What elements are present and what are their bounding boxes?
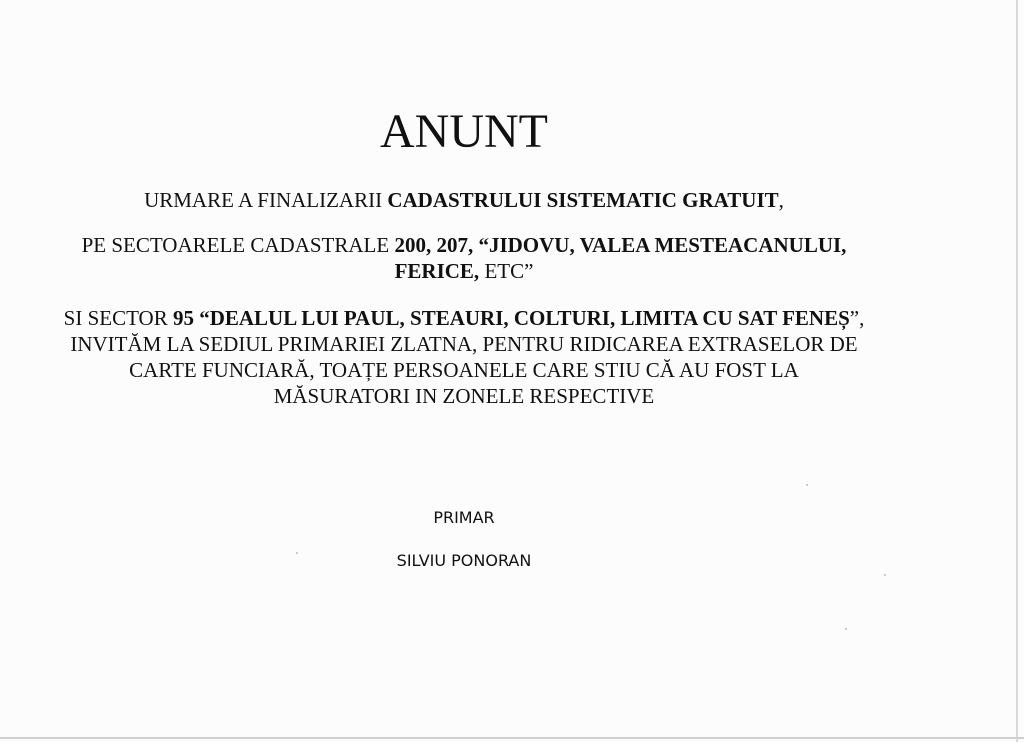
scan-speck [296, 552, 298, 554]
scan-speck [884, 574, 886, 576]
announcement-title: ANUNT [380, 105, 548, 158]
sectors-tail-text: ETC” [479, 259, 534, 283]
sectors-text: PE SECTOARELE CADASTRALE [81, 233, 395, 257]
scan-edge-bottom [0, 737, 1024, 739]
signature-role: PRIMAR [433, 508, 495, 527]
sectors-bold-text: 200, 207, “JIDOVU, VALEA MESTEACANULUI, FERICE, [394, 233, 847, 283]
scan-speck [845, 628, 847, 630]
intro-text: URMARE A FINALIZARII [144, 188, 388, 212]
paragraph-invitation [60, 305, 868, 409]
intro-punct: , [778, 188, 784, 212]
paragraph-sectors [60, 232, 868, 284]
invitation-text: SI SECTOR [63, 306, 173, 330]
invitation-tail-text: ”, INVITĂM LA SEDIUL PRIMARIEI ZLATNA, PENTRU RIDICAREA EXTRASELOR DE CARTE FUNCIARĂ, TOAȚE PERSOANELE CARE STIU CĂ AU FOST LA MĂSURATORI IN ZONELE RESPECTIVE [70, 306, 865, 408]
scan-speck [806, 484, 808, 486]
invitation-bold-text: 95 “DEALUL LUI PAUL, STEAURI, COLTURI, LIMITA CU SAT FENEȘ [172, 306, 850, 330]
intro-bold-text: CADASTRULUI SISTEMATIC GRATUIT [387, 188, 779, 212]
signature-name: SILVIU PONORAN [396, 551, 532, 570]
scan-edge-right [1016, 0, 1018, 742]
paragraph-intro [60, 187, 868, 213]
